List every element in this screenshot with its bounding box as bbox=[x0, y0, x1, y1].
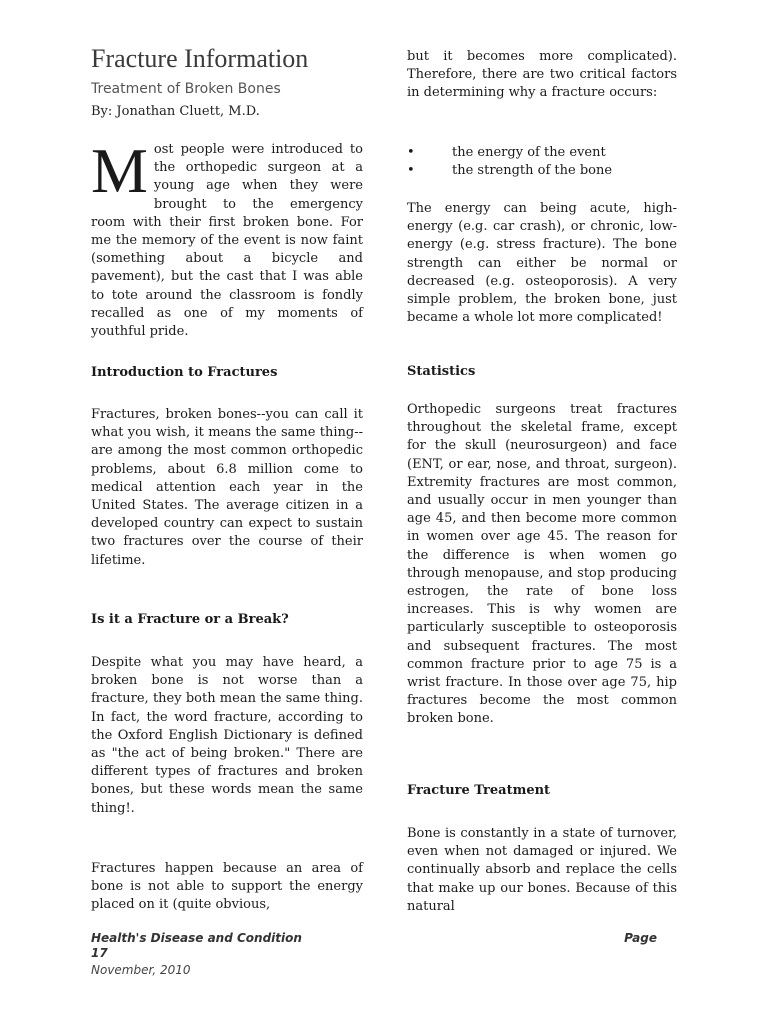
footer-page-label: Page bbox=[624, 931, 657, 945]
fracture-or-break-paragraph: Despite what you may have heard, a broken bone is not worse than a fracture, they both mean the same thing. In fact, the word fracture, according to the Oxford English Dictionary is defined as "the act of being broken." There are different types of fractures and broken bones, but these words mean the same thing!. bbox=[91, 655, 363, 816]
energy-paragraph: The energy can being acute, high-energy (e.g. car crash), or chronic, low-energy (e.g. stress fracture). The bone strength can either be normal or decreased (e.g. osteoporosis). A very simple problem, the broken bone, just became a whole lot more complicated! bbox=[407, 201, 677, 326]
author-byline: By: Jonathan Cluett, M.D. bbox=[91, 104, 260, 119]
heading-fracture-or-break: Is it a Fracture or a Break? bbox=[91, 612, 289, 627]
footer-date: November, 2010 bbox=[91, 963, 191, 977]
statistics-paragraph: Orthopedic surgeons treat fractures throughout the skeletal frame, except for the skull (neurosurgeon) and face (ENT, or ear, nose, and throat, surgeon). Extremity fractures are most common, and usually occur in men younger than age 45, and then become more common in women over age 45. The reason for the difference is when women go through menopause, and stop producing estrogen, the rate of bone loss increases. This is why women are particularly susceptible to osteoporosis and subsequent fractures. The most common fracture prior to age 75 is a wrist fracture. In those over age 75, hip fractures become the most common broken bone. bbox=[407, 402, 677, 727]
treatment-paragraph: Bone is constantly in a state of turnover, even when not damaged or injured. We continually absorb and replace the cells that make up our bones. Because of this natural bbox=[407, 826, 677, 914]
factors-list bbox=[407, 144, 677, 180]
intro-text: ost people were introduced to the orthopedic surgeon at a young age when they were brought to the emergency room with their first broken bone. For me the memory of the event is now faint (something about a bicycle and pavement), but the cast that I was able to tote around the classroom is fondly recalled as one of my moments of youthful pride. bbox=[91, 142, 363, 340]
intro-fractures-paragraph: Fractures, broken bones--you can call it what you wish, it means the same thing--are among the most common orthopedic problems, about 6.8 million come to medical attention each year in the United States. The average citizen in a developed country can expect to sustain two fractures over the course of their lifetime. bbox=[91, 407, 363, 568]
list-item-text: the strength of the bone bbox=[452, 163, 613, 179]
list-item bbox=[407, 144, 677, 162]
page-title: Fracture Information bbox=[91, 44, 309, 73]
bullet-icon: • bbox=[407, 145, 415, 160]
heading-fracture-treatment: Fracture Treatment bbox=[407, 783, 551, 798]
intro-paragraph bbox=[91, 135, 363, 341]
list-item bbox=[407, 162, 677, 180]
continued-paragraph: but it becomes more complicated). Therefore, there are two critical factors in determining why a fracture occurs: bbox=[407, 49, 677, 101]
drop-cap: M bbox=[91, 135, 148, 206]
heading-introduction: Introduction to Fractures bbox=[91, 365, 278, 380]
list-item-text: the energy of the event bbox=[452, 145, 606, 160]
heading-statistics: Statistics bbox=[407, 364, 476, 379]
fractures-happen-paragraph: Fractures happen because an area of bone is not able to support the energy placed on it (quite obvious, bbox=[91, 861, 363, 913]
page-subtitle: Treatment of Broken Bones bbox=[91, 81, 281, 97]
bullet-icon: • bbox=[407, 163, 415, 179]
footer-publication: Health's Disease and Condition bbox=[91, 931, 302, 945]
footer-page-number: 17 bbox=[91, 946, 108, 960]
